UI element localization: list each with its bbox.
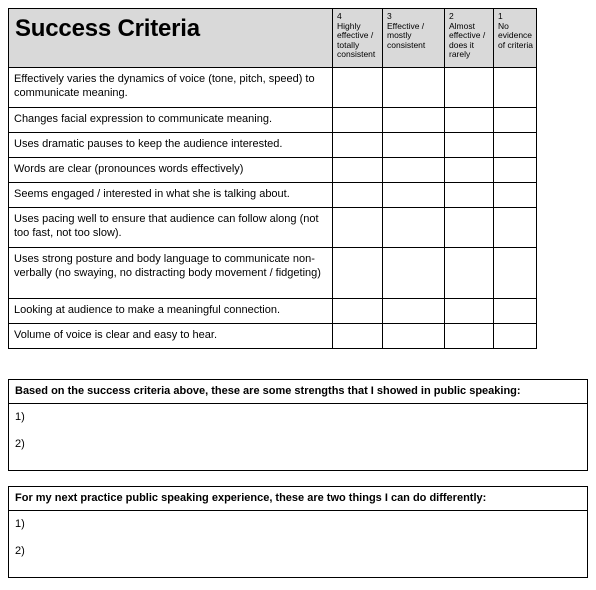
rating-cell[interactable] <box>333 108 383 133</box>
rating-cell[interactable] <box>383 183 445 208</box>
rating-header-4 <box>333 9 383 68</box>
rating-label: Almost effective / does it rarely <box>449 20 486 59</box>
rating-cell[interactable] <box>494 208 537 248</box>
strengths-heading: Based on the success criteria above, these are some strengths that I showed in public speaking: <box>9 380 587 404</box>
rating-number: 2 <box>449 11 454 21</box>
table-header-row <box>9 9 537 68</box>
next-step-item-1[interactable]: 1) <box>15 518 25 530</box>
rating-cell[interactable] <box>445 158 494 183</box>
rating-cell[interactable] <box>494 68 537 108</box>
next-steps-box <box>8 486 588 578</box>
table-row <box>9 208 537 248</box>
title-cell <box>9 9 333 68</box>
rating-cell[interactable] <box>494 324 537 349</box>
strength-item-2[interactable]: 2) <box>15 438 25 450</box>
rating-cell[interactable] <box>383 324 445 349</box>
success-criteria-table <box>8 8 537 349</box>
rating-cell[interactable] <box>383 158 445 183</box>
rating-header-1 <box>494 9 537 68</box>
rating-cell[interactable] <box>333 208 383 248</box>
table-row <box>9 108 537 133</box>
table-row <box>9 133 537 158</box>
criterion-text: Looking at audience to make a meaningful connection. <box>9 299 333 324</box>
rating-cell[interactable] <box>445 68 494 108</box>
rating-cell[interactable] <box>333 158 383 183</box>
next-steps-heading: For my next practice public speaking experience, these are two things I can do differently: <box>9 487 587 511</box>
next-step-item-2[interactable]: 2) <box>15 545 25 557</box>
rating-cell[interactable] <box>445 183 494 208</box>
rating-cell[interactable] <box>494 299 537 324</box>
table-row <box>9 324 537 349</box>
rating-cell[interactable] <box>494 108 537 133</box>
strength-item-1[interactable]: 1) <box>15 411 25 423</box>
criterion-text: Uses dramatic pauses to keep the audience interested. <box>9 133 333 158</box>
rating-cell[interactable] <box>494 133 537 158</box>
table-row <box>9 183 537 208</box>
rating-header-3 <box>383 9 445 68</box>
table-row <box>9 68 537 108</box>
rating-cell[interactable] <box>333 324 383 349</box>
table-row <box>9 299 537 324</box>
criterion-text: Effectively varies the dynamics of voice (tone, pitch, speed) to communicate meaning. <box>9 68 333 108</box>
rating-number: 4 <box>337 11 342 21</box>
rating-cell[interactable] <box>445 248 494 299</box>
rating-label: Highly effective / totally consistent <box>337 20 376 59</box>
criterion-text: Words are clear (pronounces words effectively) <box>9 158 333 183</box>
rating-cell[interactable] <box>445 208 494 248</box>
rating-cell[interactable] <box>333 133 383 158</box>
criterion-text: Volume of voice is clear and easy to hear. <box>9 324 333 349</box>
rating-cell[interactable] <box>383 208 445 248</box>
page-title: Success Criteria <box>15 15 200 42</box>
rating-cell[interactable] <box>383 133 445 158</box>
rating-cell[interactable] <box>494 158 537 183</box>
rating-number: 1 <box>498 11 503 21</box>
criterion-text: Seems engaged / interested in what she is talking about. <box>9 183 333 208</box>
rating-label: No evidence of criteria <box>498 20 533 50</box>
rating-cell[interactable] <box>333 68 383 108</box>
rating-cell[interactable] <box>383 68 445 108</box>
rating-cell[interactable] <box>445 299 494 324</box>
rating-cell[interactable] <box>494 183 537 208</box>
criterion-text: Changes facial expression to communicate meaning. <box>9 108 333 133</box>
rating-cell[interactable] <box>383 299 445 324</box>
table-row <box>9 158 537 183</box>
strengths-box <box>8 379 588 471</box>
rating-cell[interactable] <box>494 248 537 299</box>
rating-cell[interactable] <box>445 133 494 158</box>
criterion-text: Uses pacing well to ensure that audience can follow along (not too fast, not too slow). <box>9 208 333 248</box>
rating-label: Effective / mostly consistent <box>387 20 426 50</box>
table-row <box>9 248 537 299</box>
rating-cell[interactable] <box>383 108 445 133</box>
rating-header-2 <box>445 9 494 68</box>
rating-cell[interactable] <box>333 299 383 324</box>
rating-number: 3 <box>387 11 392 21</box>
rating-cell[interactable] <box>333 183 383 208</box>
rating-cell[interactable] <box>333 248 383 299</box>
criterion-text: Uses strong posture and body language to communicate non-verbally (no swaying, no distracting body movement / fidgeting) <box>9 248 333 299</box>
rating-cell[interactable] <box>445 108 494 133</box>
rating-cell[interactable] <box>445 324 494 349</box>
rating-cell[interactable] <box>383 248 445 299</box>
